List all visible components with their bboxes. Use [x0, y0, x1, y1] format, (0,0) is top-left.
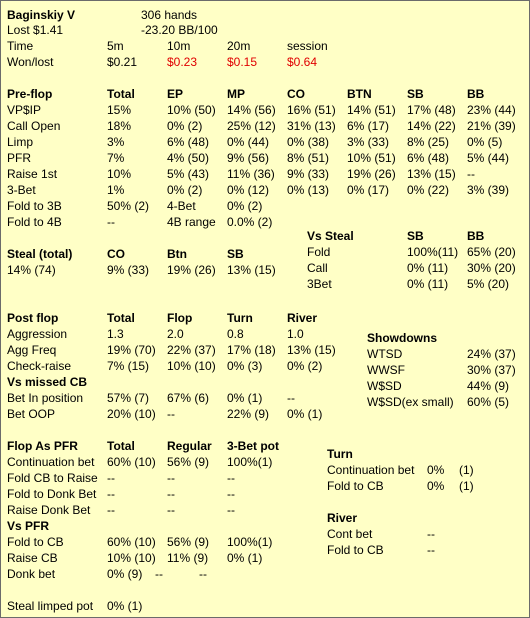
stat-value: 57% (7) [107, 391, 150, 405]
stat-value: 22% (37) [167, 343, 216, 357]
stat-label: Continuation bet [327, 463, 415, 477]
stat-value: 30% (20) [467, 261, 516, 275]
stat-value: 13% (15) [407, 167, 456, 181]
stat-label: Aggression [7, 327, 68, 341]
stat-value: 17% (48) [407, 103, 456, 117]
stat-value: 9% (33) [107, 263, 150, 277]
postflop-col-flop: Flop [167, 311, 193, 325]
stat-value: 100%(1) [227, 535, 273, 549]
stat-value: 8% (25) [407, 135, 450, 149]
stat-value: 10% (10) [167, 359, 216, 373]
stat-value: 5% (20) [467, 277, 510, 291]
stat-value: 10% (51) [347, 151, 396, 165]
stat-value: (1) [459, 479, 474, 493]
stat-label: Bet In position [7, 391, 84, 405]
stat-value: 0% (11) [407, 261, 449, 275]
turn-header: Turn [327, 447, 353, 461]
stat-value: 9% (33) [287, 167, 330, 181]
postflop-col-turn: Turn [227, 311, 253, 325]
time-col-10m: 10m [167, 39, 191, 53]
steal-limped-pot-label: Steal limped pot [7, 599, 94, 613]
bb-per-100: -23.20 BB/100 [141, 23, 218, 37]
stat-value: -- [427, 543, 435, 557]
stat-value: 0% [427, 479, 445, 493]
steal-col-co: CO [107, 247, 125, 261]
stat-value: -- [107, 487, 115, 501]
time-col-5m: 5m [107, 39, 124, 53]
stat-value: 21% (39) [467, 119, 516, 133]
hands-count: 306 hands [141, 8, 198, 22]
stat-value: 31% (13) [287, 119, 336, 133]
stat-value: 10% (10) [107, 551, 156, 565]
postflop-header: Post flop [7, 311, 59, 325]
stat-value: (1) [459, 463, 474, 477]
steal-col-btn: Btn [167, 247, 187, 261]
stat-value: 60% (10) [107, 455, 156, 469]
stat-value: 20% (10) [107, 407, 156, 421]
stat-label: Fold to 4B [7, 215, 62, 229]
stat-value: 23% (44) [467, 103, 516, 117]
stat-value: 13% (15) [227, 263, 276, 277]
stat-label: Raise 1st [7, 167, 58, 181]
stat-label: Agg Freq [7, 343, 57, 357]
wonlost-label: Won/lost [7, 55, 54, 69]
stat-value: 8% (51) [287, 151, 330, 165]
stat-value: 0% (22) [407, 183, 450, 197]
stat-value: 22% (9) [227, 407, 270, 421]
stat-label: 3Bet [307, 277, 332, 291]
time-col-session: session [287, 39, 328, 53]
stat-value: 4% (50) [167, 151, 210, 165]
stat-value: 0% (44) [227, 135, 270, 149]
stat-value: 65% (20) [467, 245, 516, 259]
stat-value: 0% (3) [227, 359, 263, 373]
stat-value: 0% (1) [227, 391, 263, 405]
postflop-col-river: River [287, 311, 318, 325]
stat-label: Limp [7, 135, 34, 149]
stat-label: 4-Bet [167, 199, 196, 213]
stat-value: -- [107, 503, 115, 517]
stat-value: 5% (43) [167, 167, 210, 181]
stat-value: -- [167, 407, 175, 421]
stat-value: -- [155, 567, 163, 581]
stat-label: Fold CB to Raise [7, 471, 98, 485]
stat-value: 15% [107, 103, 132, 117]
stat-label: Bet OOP [7, 407, 56, 421]
stat-value: 6% (48) [407, 151, 450, 165]
stat-label: Cont bet [327, 527, 373, 541]
stat-value: 19% (26) [347, 167, 396, 181]
stat-value: 0% [427, 463, 445, 477]
wonlost-5m: $0.21 [107, 55, 138, 69]
stat-value: 0.8 [227, 327, 244, 341]
preflop-header: Pre-flop [7, 87, 53, 101]
stat-value: 7% (15) [107, 359, 150, 373]
stat-label: Check-raise [7, 359, 72, 373]
vs-missed-cb-header: Vs missed CB [7, 375, 88, 389]
player-name: Baginskiy V [7, 8, 76, 22]
preflop-col-mp: MP [227, 87, 245, 101]
stat-label: 3-Bet [7, 183, 36, 197]
stat-value: 0% (12) [227, 183, 270, 197]
stat-value: 0% (1) [227, 551, 263, 565]
wonlost-10m: $0.23 [167, 55, 198, 69]
stat-label: Raise Donk Bet [7, 503, 91, 517]
stat-value: 0% (1) [287, 407, 323, 421]
showdowns-header: Showdowns [367, 331, 437, 345]
steal-total-value: 14% (74) [7, 263, 56, 277]
preflop-col-co: CO [287, 87, 305, 101]
stat-label: Fold to CB [327, 543, 384, 557]
stat-label: Raise CB [7, 551, 58, 565]
stat-label: 4B range [167, 215, 216, 229]
stat-value: 24% (37) [467, 347, 516, 361]
stat-value: 14% (56) [227, 103, 276, 117]
stat-value: 56% (9) [167, 535, 210, 549]
stat-label: Fold to Donk Bet [7, 487, 97, 501]
stat-value: 9% (56) [227, 151, 270, 165]
vs-steal-col-sb: SB [407, 229, 424, 243]
stat-value: 0% (2) [167, 183, 203, 197]
stat-label: Call Open [7, 119, 61, 133]
stat-value: 25% (12) [227, 119, 276, 133]
stat-label: Continuation bet [7, 455, 95, 469]
stat-label: Fold to 3B [7, 199, 62, 213]
wonlost-20m: $0.15 [227, 55, 258, 69]
stat-value: 30% (37) [467, 363, 516, 377]
stat-value: 19% (70) [107, 343, 156, 357]
stat-value: -- [227, 503, 235, 517]
stat-value: 13% (15) [287, 343, 336, 357]
stat-value: 0% (9) [107, 567, 143, 581]
stat-value: 60% (5) [467, 395, 510, 409]
stat-value: 6% (17) [347, 119, 390, 133]
stat-value: 0% (2) [167, 119, 203, 133]
river-header: River [327, 511, 358, 525]
stat-value: 0% (2) [287, 359, 323, 373]
stat-value: -- [107, 471, 115, 485]
stat-value: 6% (48) [167, 135, 210, 149]
stat-value: 0% (38) [287, 135, 330, 149]
stat-value: 18% [107, 119, 132, 133]
stat-value: -- [167, 471, 175, 485]
vs-pfr-header: Vs PFR [7, 519, 50, 533]
stat-label: WWSF [367, 363, 405, 377]
stat-value: 11% (36) [227, 167, 275, 181]
stat-label: PFR [7, 151, 31, 165]
stat-value: 7% [107, 151, 125, 165]
stat-value: 1% [107, 183, 125, 197]
preflop-col-ep: EP [167, 87, 184, 101]
stat-value: -- [167, 487, 175, 501]
wonlost-session: $0.64 [287, 55, 318, 69]
preflop-col-bb: BB [467, 87, 485, 101]
stat-value: 10% [107, 167, 132, 181]
stat-value: -- [167, 503, 175, 517]
stat-value: 17% (18) [227, 343, 276, 357]
stat-value: 0% (13) [287, 183, 330, 197]
stat-label: Fold to CB [7, 535, 64, 549]
preflop-col-btn: BTN [347, 87, 372, 101]
preflop-col-total: Total [107, 87, 135, 101]
stat-value: 0% (5) [467, 135, 503, 149]
stat-value: 0.0% (2) [227, 215, 273, 229]
stat-value: 56% (9) [167, 455, 210, 469]
postflop-col-total: Total [107, 311, 135, 325]
stat-value: 19% (26) [167, 263, 216, 277]
stat-value: 100%(11) [407, 245, 459, 259]
stat-value: 14% (51) [347, 103, 396, 117]
stat-value: 60% (10) [107, 535, 156, 549]
vs-steal-header: Vs Steal [307, 229, 354, 243]
stat-label: Donk bet [7, 567, 56, 581]
stat-value: 50% (2) [107, 199, 150, 213]
stat-label: W$SD [367, 379, 402, 393]
stat-label: WTSD [367, 347, 403, 361]
stat-value: 3% [107, 135, 125, 149]
flop-as-pfr-col-regular: Regular [167, 439, 212, 453]
stat-value: -- [287, 391, 295, 405]
preflop-col-sb: SB [407, 87, 424, 101]
stat-label: VP$IP [7, 103, 42, 117]
stat-value: 10% (50) [167, 103, 216, 117]
stat-value: 5% (44) [467, 151, 510, 165]
steal-col-sb: SB [227, 247, 244, 261]
stat-value: 1.0 [287, 327, 304, 341]
stat-value: -- [227, 471, 235, 485]
stat-value: 16% (51) [287, 103, 336, 117]
stat-label: W$SD(ex small) [367, 395, 454, 409]
flop-as-pfr-col-total: Total [107, 439, 135, 453]
steal-limped-pot-value: 0% (1) [107, 599, 143, 613]
stat-value: 3% (33) [347, 135, 390, 149]
flop-as-pfr-col-3bet: 3-Bet pot [227, 439, 279, 453]
stat-value: 14% (22) [407, 119, 456, 133]
stat-value: -- [107, 215, 115, 229]
flop-as-pfr-header: Flop As PFR [7, 439, 78, 453]
stat-value: 1.3 [107, 327, 124, 341]
stat-value: 44% (9) [467, 379, 510, 393]
lost-amount: Lost $1.41 [7, 23, 64, 37]
stat-value: 100%(1) [227, 455, 273, 469]
stat-value: -- [199, 567, 207, 581]
stat-value: -- [467, 167, 475, 181]
stat-value: 67% (6) [167, 391, 210, 405]
steal-header: Steal (total) [7, 247, 73, 261]
stat-value: 2.0 [167, 327, 184, 341]
stat-value: 0% (17) [347, 183, 390, 197]
stat-label: Fold [307, 245, 331, 259]
time-col-20m: 20m [227, 39, 251, 53]
stat-value: 0% (2) [227, 199, 263, 213]
stat-value: 3% (39) [467, 183, 510, 197]
stat-value: 11% (9) [167, 551, 209, 565]
stat-label: Fold to CB [327, 479, 384, 493]
time-label: Time [7, 39, 34, 53]
stat-value: -- [427, 527, 435, 541]
stat-value: -- [227, 487, 235, 501]
vs-steal-col-bb: BB [467, 229, 485, 243]
stat-label: Call [307, 261, 328, 275]
stat-value: 0% (11) [407, 277, 449, 291]
